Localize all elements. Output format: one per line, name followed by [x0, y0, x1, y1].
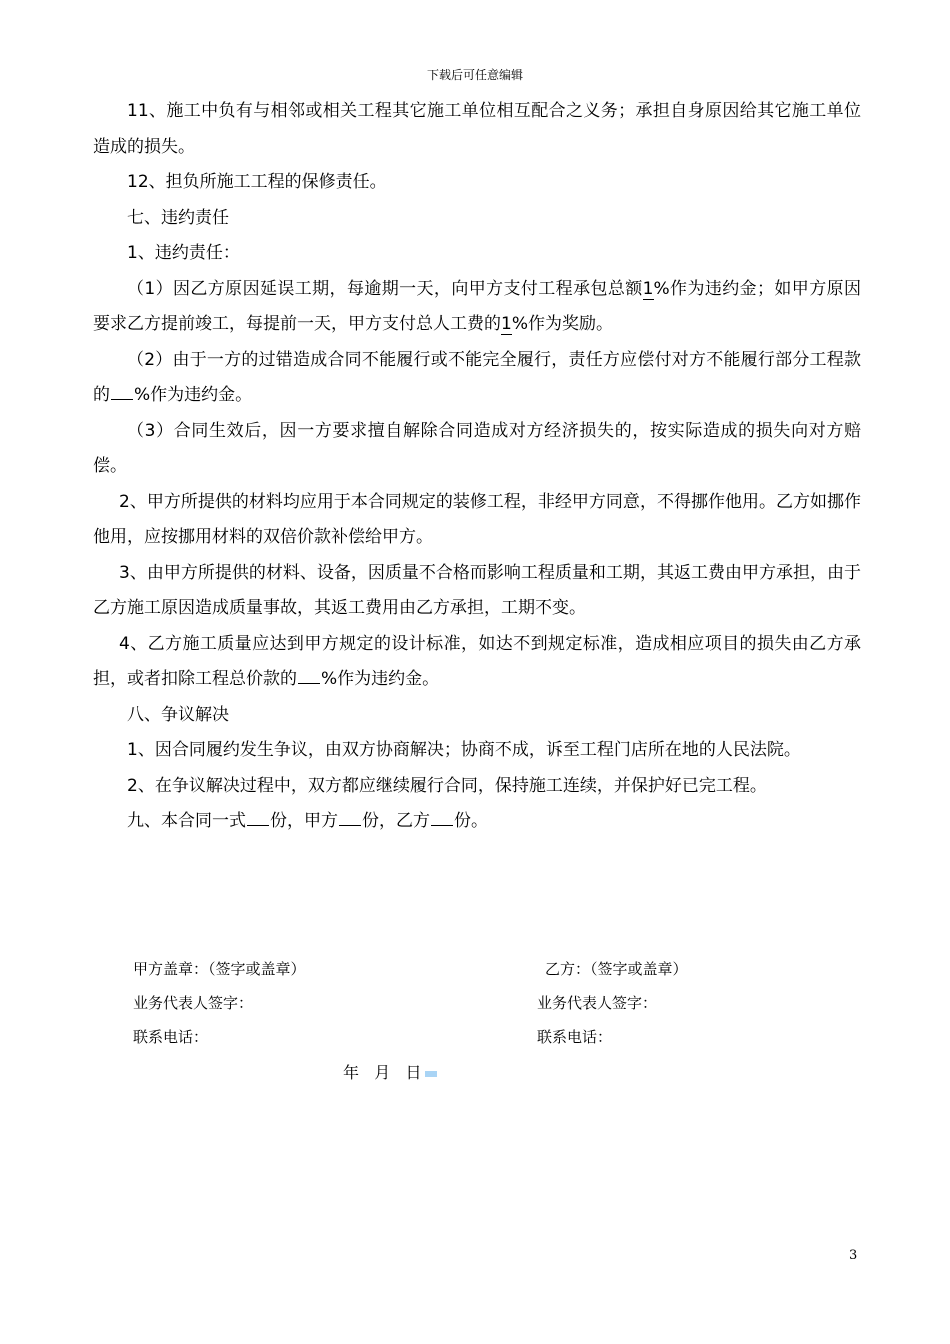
underlined-value: 1 [642, 278, 654, 299]
clause-7-2: 2、甲方所提供的材料均应用于本合同规定的装修工程，非经甲方同意，不得挪作他用。乙方如挪作他用，应按挪用材料的双倍价款补偿给甲方。 [93, 491, 861, 547]
clause-7-3: 3、由甲方所提供的材料、设备，因质量不合格而影响工程质量和工期，其返工费由甲方承担，由于乙方施工原因造成质量事故，其返工费用由乙方承担，工期不变。 [93, 562, 861, 618]
blank-field [111, 385, 133, 400]
party-b-rep-label: 业务代表人签字： [537, 994, 658, 1012]
clause-8-2: 2、在争议解决过程中，双方都应继续履行合同，保持施工连续，并保护好已完工程。 [127, 775, 767, 796]
clause-8-1: 1、因合同履约发生争议，由双方协商解决；协商不成，诉至工程门店所在地的人民法院。 [127, 740, 801, 760]
clause-11: 11、施工中负有与相邻或相关工程其它施工单位相互配合之义务；承担自身原因给其它施工单位造成的损失。 [93, 101, 861, 157]
date-line [343, 1060, 437, 1083]
clause-7-4: 4、乙方施工质量应达到甲方规定的设计标准，如达不到规定标准，造成相应项目的损失由乙方承担，或者扣除工程总价款的 %作为违约金。 [93, 633, 861, 689]
blank-field [339, 811, 361, 826]
clause-12: 12、担负所施工工程的保修责任。 [127, 172, 387, 192]
section-7-heading: 七、违约责任 [127, 207, 229, 228]
contract-body [93, 94, 861, 840]
cursor-highlight-icon [425, 1071, 437, 1077]
party-a-seal-label: 甲方盖章：（签字或盖章） [133, 960, 306, 978]
section-9: 九、本合同一式 份，甲方 份，乙方 份。 [127, 811, 488, 831]
page-header: 下载后可任意编辑 [426, 68, 523, 82]
party-b-seal-label: 乙方：（签字或盖章） [545, 960, 688, 978]
party-b-phone-label: 联系电话： [537, 1028, 613, 1046]
clause-7-1: 1、违约责任： [127, 243, 240, 263]
date-label: 年 月 日 [343, 1063, 422, 1082]
blank-field [298, 669, 320, 684]
party-a-rep-label: 业务代表人签字： [133, 994, 254, 1012]
blank-field [431, 811, 453, 826]
clause-7-1-3: （3）合同生效后，因一方要求擅自解除合同造成对方经济损失的，按实际造成的损失向对方赔偿。 [93, 420, 861, 476]
blank-field [247, 811, 269, 826]
page-number: 3 [849, 1248, 858, 1263]
section-8-heading: 八、争议解决 [127, 704, 229, 725]
underlined-value: 1 [501, 314, 512, 334]
clause-7-1-2: （2）由于一方的过错造成合同不能履行或不能完全履行，责任方应偿付对方不能履行部分工程款的 %作为违约金。 [93, 349, 861, 405]
clause-7-1-1: （1）因乙方原因延误工期，每逾期一天，向甲方支付工程承包总额1%作为违约金；如甲方原因要求乙方提前竣工，每提前一天，甲方支付总人工费的1%作为奖励。 [93, 278, 861, 334]
party-a-phone-label: 联系电话： [133, 1028, 209, 1046]
